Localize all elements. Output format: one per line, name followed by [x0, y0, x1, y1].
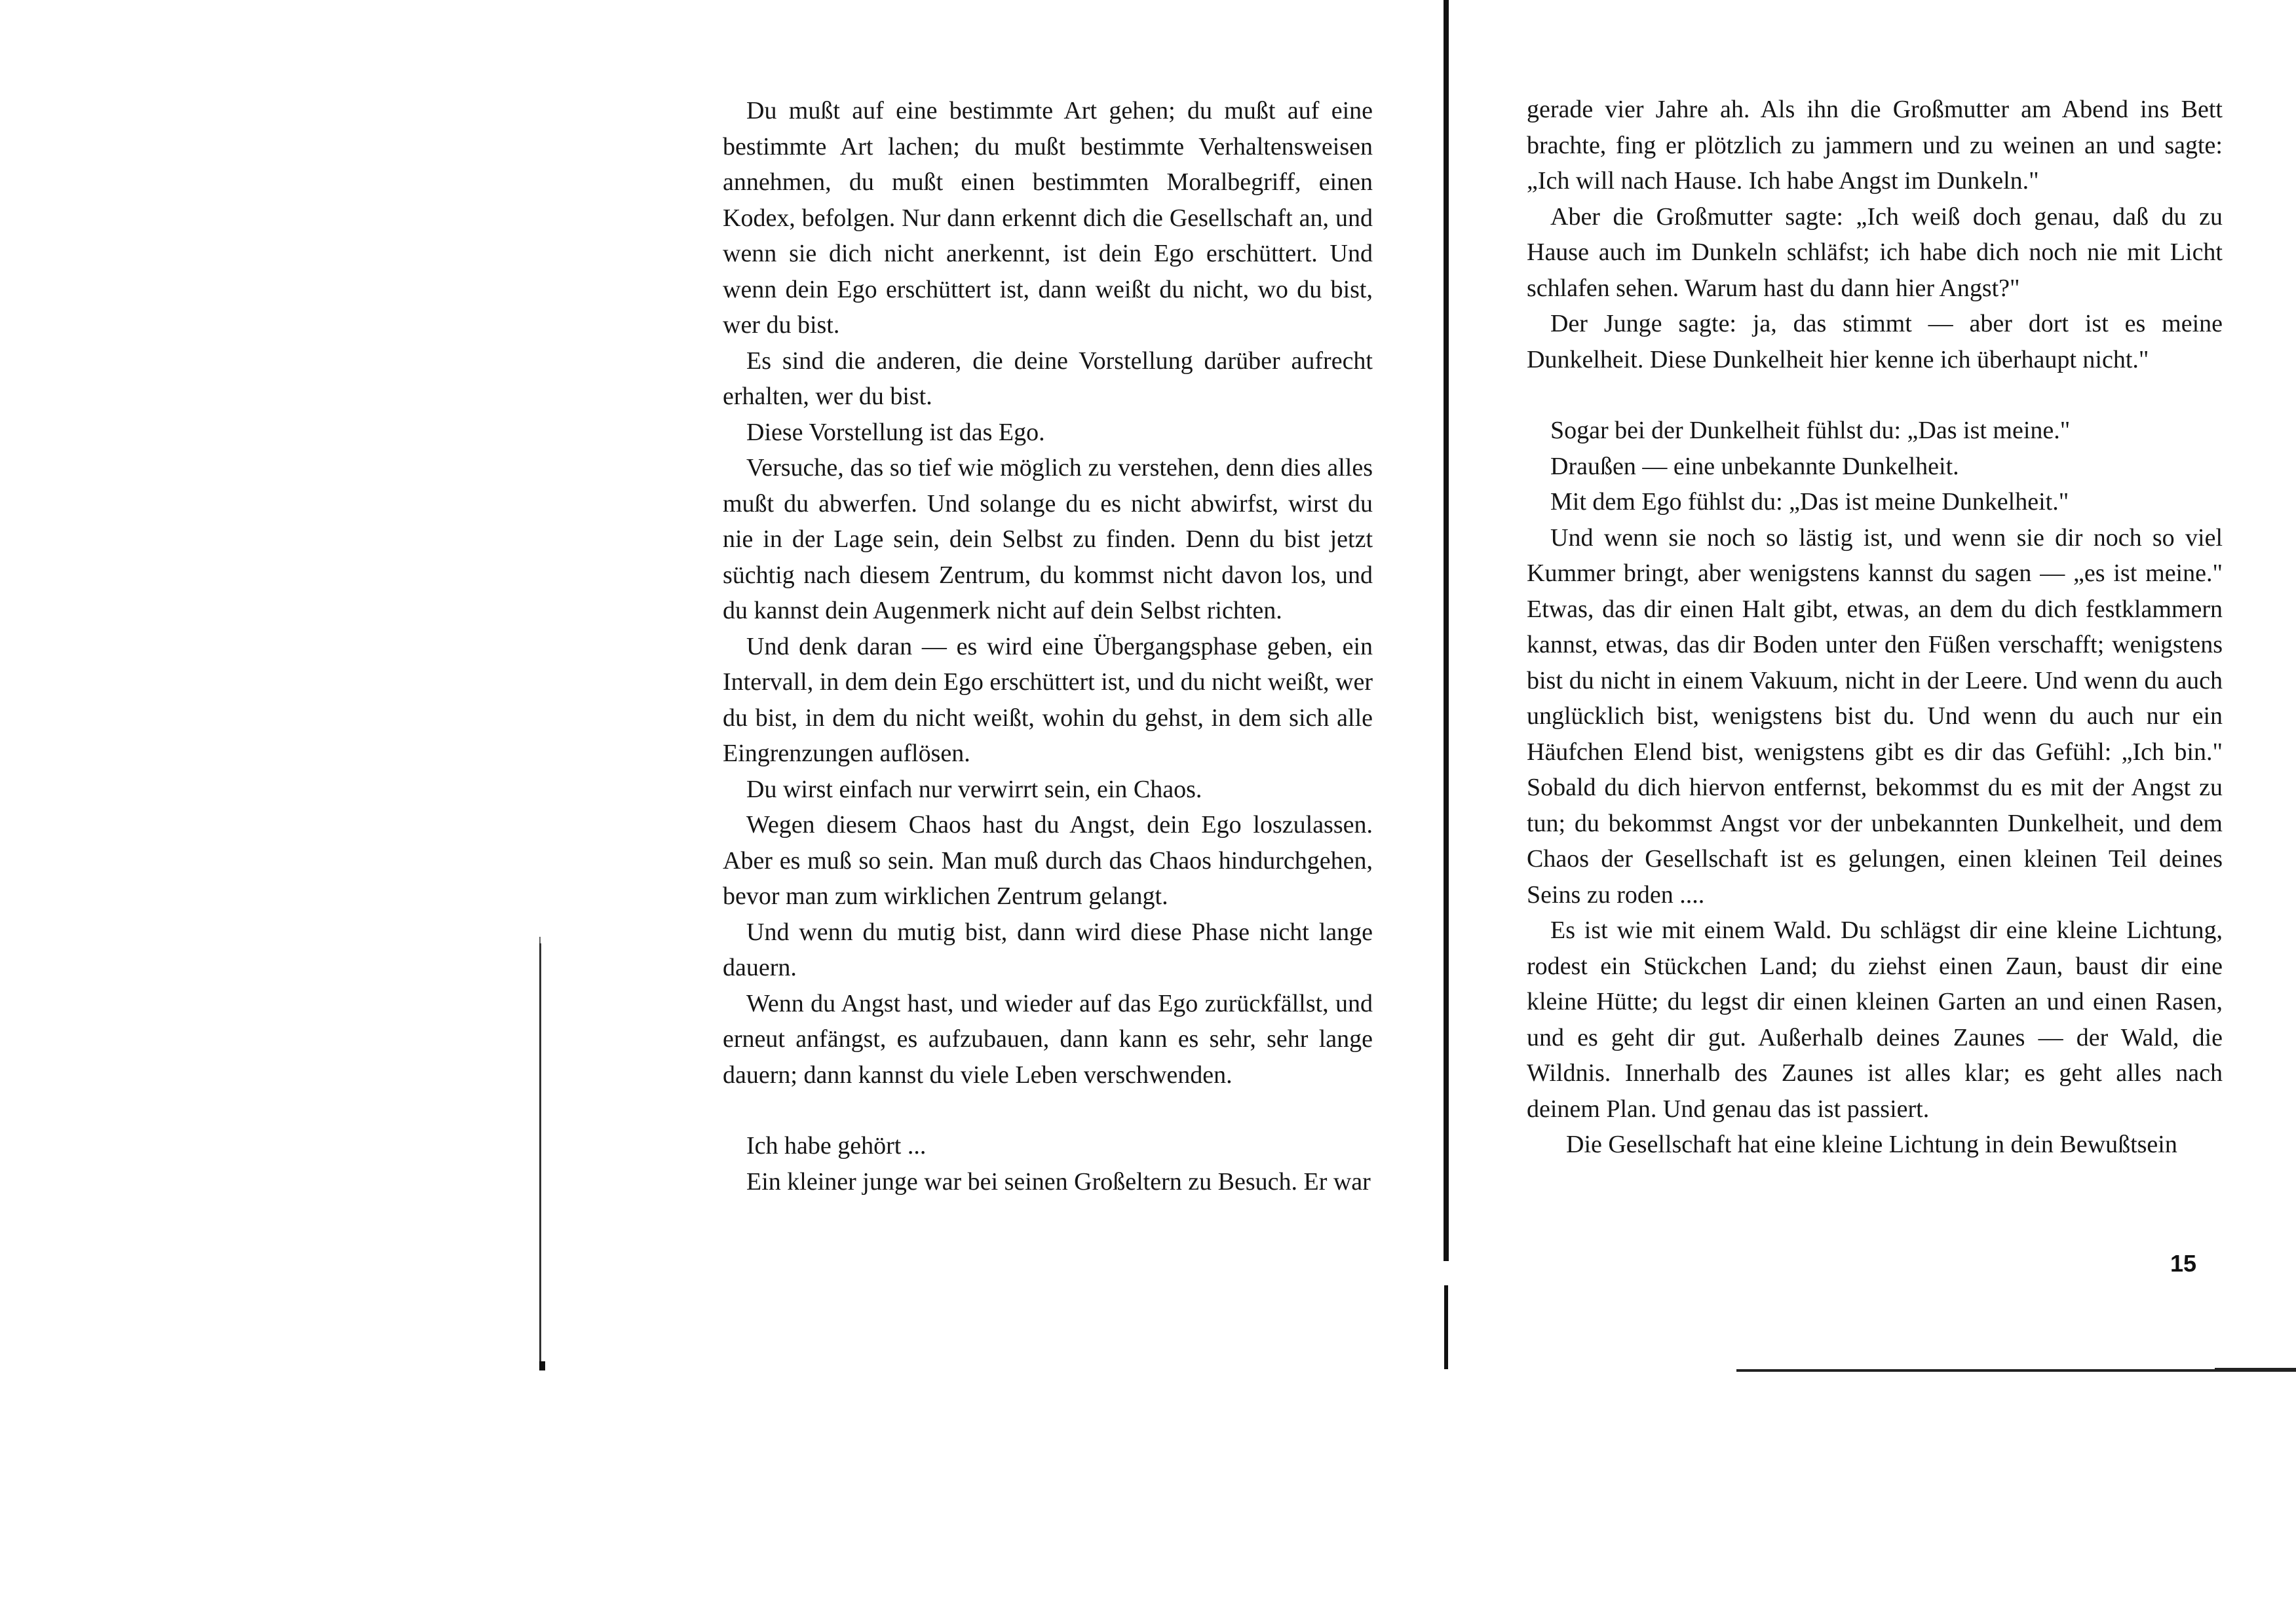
left-edge-foot: [539, 1361, 545, 1370]
left-edge-dash: [539, 937, 541, 943]
paragraph: Aber die Großmutter sagte: „Ich weiß doch genau, daß du zu Hause auch im Dunkeln schläfst; ich habe dich noch nie mit Licht schlafen sehen. Warum hast du dann hier Angst?": [1527, 202, 2223, 302]
left-page-text: [723, 93, 1373, 1199]
paragraph: Du wirst einfach nur verwirrt sein, ein Chaos.: [746, 775, 1202, 803]
paragraph: Es ist wie mit einem Wald. Du schlägst dir eine kleine Lichtung, rodest ein Stückchen Land; du ziehst einen Zaun, baust dir eine kleine Hütte; du legst dir einen kleinen Garten an und einen Rasen, und es geht dir gut. Außerhalb deines Zaunes — der Wald, die Wildnis. Innerhalb des Zaunes ist alles klar; es geht alles nach deinem Plan. Und genau das ist passiert.: [1527, 916, 2223, 1123]
paragraph: Versuche, das so tief wie möglich zu verstehen, denn dies alles mußt du abwerfen. Und solange du es nicht abwirfst, wirst du nie in der Lage sein, dein Selbst zu finden. Denn du bist jetzt süchtig nach diesem Zentrum, du kommst nicht davon los, und du kannst dein Augenmerk nicht auf dein Selbst richten.: [723, 454, 1373, 624]
paragraph: Ein kleiner junge war bei seinen Großeltern zu Besuch. Er war: [746, 1167, 1371, 1196]
paragraph: Es sind die anderen, die deine Vorstellung darüber aufrecht erhalten, wer du bist.: [723, 347, 1373, 410]
paragraph: Und wenn du mutig bist, dann wird diese Phase nicht lange dauern.: [723, 918, 1373, 981]
right-page-text: [1527, 92, 2223, 1163]
page-number: 15: [2170, 1250, 2197, 1277]
left-edge-rule: [539, 943, 541, 1363]
gutter-rule-lower: [1444, 1285, 1448, 1369]
right-page: [1448, 0, 2296, 1624]
paragraph: Und wenn sie noch so lästig ist, und wenn sie dir noch so viel Kummer bringt, aber wenigstens kannst du sagen — „es ist meine." Etwas, das dir einen Halt gibt, etwas, an dem du dich festklammern kannst, etwas, das dir Boden unter den Füßen verschafft; wenigstens bist du nicht in einem Vakuum, nicht in der Leere. Und wenn du auch unglücklich bist, wenigstens bist du. Und wenn du auch nur ein Häufchen Elend bist, wenigstens gibt es dir das Gefühl: „Ich bin." Sobald du dich hiervon entfernst, bekommst du es mit der Angst zu tun; du bekommst Angst vor der unbekannten Dunkelheit, und dem Chaos der Gesellschaft ist es gelungen, einen kleinen Teil deines Seins zu roden ....: [1527, 523, 2223, 909]
paragraph: Diese Vorstellung ist das Ego.: [746, 418, 1045, 446]
gutter-rule: [1444, 0, 1449, 1261]
paragraph: Wegen diesem Chaos hast du Angst, dein Ego loszulassen. Aber es muß so sein. Man muß durch das Chaos hindurchgehen, bevor man zum wirklichen Zentrum gelangt.: [723, 811, 1373, 910]
paragraph: Du mußt auf eine bestimmte Art gehen; du mußt auf eine bestimmte Art lachen; du mußt bestimmte Verhaltensweisen annehmen, du mußt einen bestimmten Moralbegriff, einen Kodex, befolgen. Nur dann erkennt dich die Gesellschaft an, und wenn sie dich nicht anerkennt, ist dein Ego erschüttert. Und wenn dein Ego erschüttert ist, dann weißt du nicht, wo du bist, wer du bist.: [723, 97, 1373, 339]
paragraph: Wenn du Angst hast, und wieder auf das Ego zurückfällst, und erneut anfängst, es aufzubauen, dann kann es sehr, sehr lange dauern; dann kannst du viele Leben verschwenden.: [723, 989, 1373, 1089]
paragraph: Draußen — eine unbekannte Dunkelheit.: [1550, 452, 1959, 480]
paragraph: Ich habe gehört ...: [746, 1132, 927, 1160]
paragraph: gerade vier Jahre ah. Als ihn die Großmutter am Abend ins Bett brachte, fing er plötzlich zu jammern und zu weinen an und sagte: „Ich will nach Hause. Ich habe Angst im Dunkeln.": [1527, 96, 2223, 195]
paragraph: Der Junge sagte: ja, das stimmt — aber dort ist es meine Dunkelheit. Diese Dunkelheit hier kenne ich überhaupt nicht.": [1527, 310, 2223, 373]
bottom-rule-end: [2215, 1368, 2296, 1372]
paragraph: Und denk daran — es wird eine Übergangsphase geben, ein Intervall, in dem dein Ego erschüttert ist, und du nicht weißt, wer du bist, in dem du nicht weißt, wohin du gehst, in dem sich alle Eingrenzungen auflösen.: [723, 632, 1373, 767]
bottom-rule: [1736, 1369, 2296, 1372]
paragraph: Sogar bei der Dunkelheit fühlst du: „Das ist meine.": [1550, 417, 2071, 444]
paragraph: Mit dem Ego fühlst du: „Das ist meine Dunkelheit.": [1550, 488, 2069, 516]
paragraph: Die Gesellschaft hat eine kleine Lichtung in dein Bewußtsein: [1566, 1131, 2177, 1158]
